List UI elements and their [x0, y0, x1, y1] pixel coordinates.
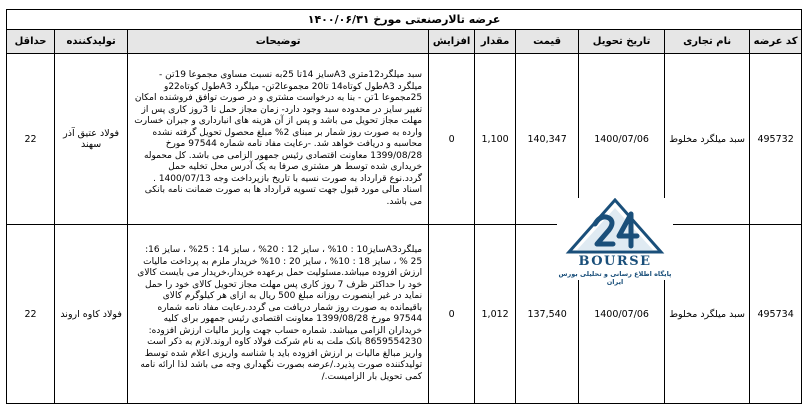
cell-price: 140,347	[516, 54, 579, 225]
cell-trade-name: سبد میلگرد مخلوط	[665, 54, 750, 225]
cell-increase: 0	[429, 54, 475, 225]
header-trade-name: نام تجاری	[665, 30, 750, 54]
header-code: کد عرضه	[750, 30, 802, 54]
bourse-logo	[557, 198, 673, 286]
header-producer: تولیدکننده	[55, 30, 128, 54]
bourse-logo-wordmark: BOURSE	[578, 254, 652, 269]
cell-min: 22	[7, 54, 55, 225]
cell-quantity: 1,100	[475, 54, 516, 225]
offer-table	[6, 9, 802, 404]
cell-quantity: 1,012	[475, 225, 516, 404]
cell-producer: فولاد عتیق آذر سهند	[55, 54, 128, 225]
bourse-logo-mark-icon	[557, 198, 673, 254]
header-delivery-date: تاریخ تحویل	[579, 30, 665, 54]
cell-trade-name: سبد میلگرد مخلوط	[665, 225, 750, 404]
cell-delivery-date: 1400/07/06	[579, 225, 665, 404]
cell-delivery-date: 1400/07/06	[579, 54, 665, 225]
table-row	[7, 225, 802, 404]
offer-table-frame	[6, 9, 801, 405]
cell-price: 137,540	[516, 225, 579, 404]
cell-description: سبد میلگرد12متری A3سایز 14تا 25به نسبت مساوی مجموعا 19تن - میلگرد A3طول کوتاه14 تا20 مجموعا2تن- میلگرد A3طول کوتاه22و 25مجموعا 1تن - بنا به درخواست مشتری و در صورت توافق فروشنده امکان تغییر سایز در محدوده سبد وجود دارد- زمان مجاز حمل تا 3روز کاری پس از مهلت مجاز تحویل می باشد و پس از آن هزینه های انبارداری و جبران خسارت وارده به صورت روز شمار بر مبنای 2% مبلغ محصول تحویل گرفته نشده محاسبه و دریافت خواهد شد. -رعایت مفاد نامه شماره 97544 مورخ 1399/08/28 معاونت اقتصادی رئیس جمهور الزامی می باشد. کل محموله خریداری شده توسط هر مشتری صرفا به یک آدرس محل تخلیه حمل گردد.نوع قرارداد به صورت نسیه با تاریخ بازپرداخت وجه 1400/07/13 . اسناد مالی مورد قبول جهت تسویه قرارداد ها به صورت ضمانت نامه بانکی می باشد.	[128, 54, 429, 225]
table-row	[7, 54, 802, 225]
bourse-logo-tagline: پایگاه اطلاع رسانی و تحلیلی بورس ایران	[558, 270, 672, 286]
title-row	[7, 10, 802, 30]
table-title: عرضه تالارصنعتی مورخ ۱۴۰۰/۰۶/۳۱	[7, 10, 802, 30]
cell-producer: فولاد کاوه اروند	[55, 225, 128, 404]
cell-description: میلگردA3سایز10 : 10% ، سایز 12 : 20% ، سایز 14 : 25% ، سایز 16: 25 % ، سایز 18 : 10% ، سایز 20 : 10% خریدار ملزم به پرداخت مالیات ارزش افزوده میباشد.مسئولیت حمل برعهده خریدار،خریدار می بایست کالای خود را حداکثر ظرف 7 روز کاری پس مهلت مجاز تحویل کالای خود را حمل نماید در غیر اینصورت روزانه مبلغ 500 ریال به ازای هر کیلوگرم کالای باقیمانده به صورت روز شمار دریافت می گردد.رعایت مفاد نامه شماره 97544 مورخ 1399/08/28 معاونت اقتصادی رئیس جمهور برای کلیه خریداران الزامی میباشد. شماره حساب جهت واریز مالیات ارزش افزوده: 8659554230 بانک ملت به نام شرکت فولاد کاوه اروند.لازم به ذکر است واریز مبالغ مالیات بر ارزش افزوده باید با شناسه واریزی اعلام شده توسط تولیدکننده صورت پذیرد./عرضه بصورت نگهداری وجه می باشد لذا ارائه نامه کمی تحویل بار الزامیست./	[128, 225, 429, 404]
header-increase: افزایش	[429, 30, 475, 54]
cell-increase: 0	[429, 225, 475, 404]
cell-code: 495734	[750, 225, 802, 404]
header-row	[7, 30, 802, 54]
header-quantity: مقدار	[475, 30, 516, 54]
cell-min: 22	[7, 225, 55, 404]
cell-code: 495732	[750, 54, 802, 225]
header-min: حداقل	[7, 30, 55, 54]
header-description: توضیحات	[128, 30, 429, 54]
header-price: قیمت	[516, 30, 579, 54]
